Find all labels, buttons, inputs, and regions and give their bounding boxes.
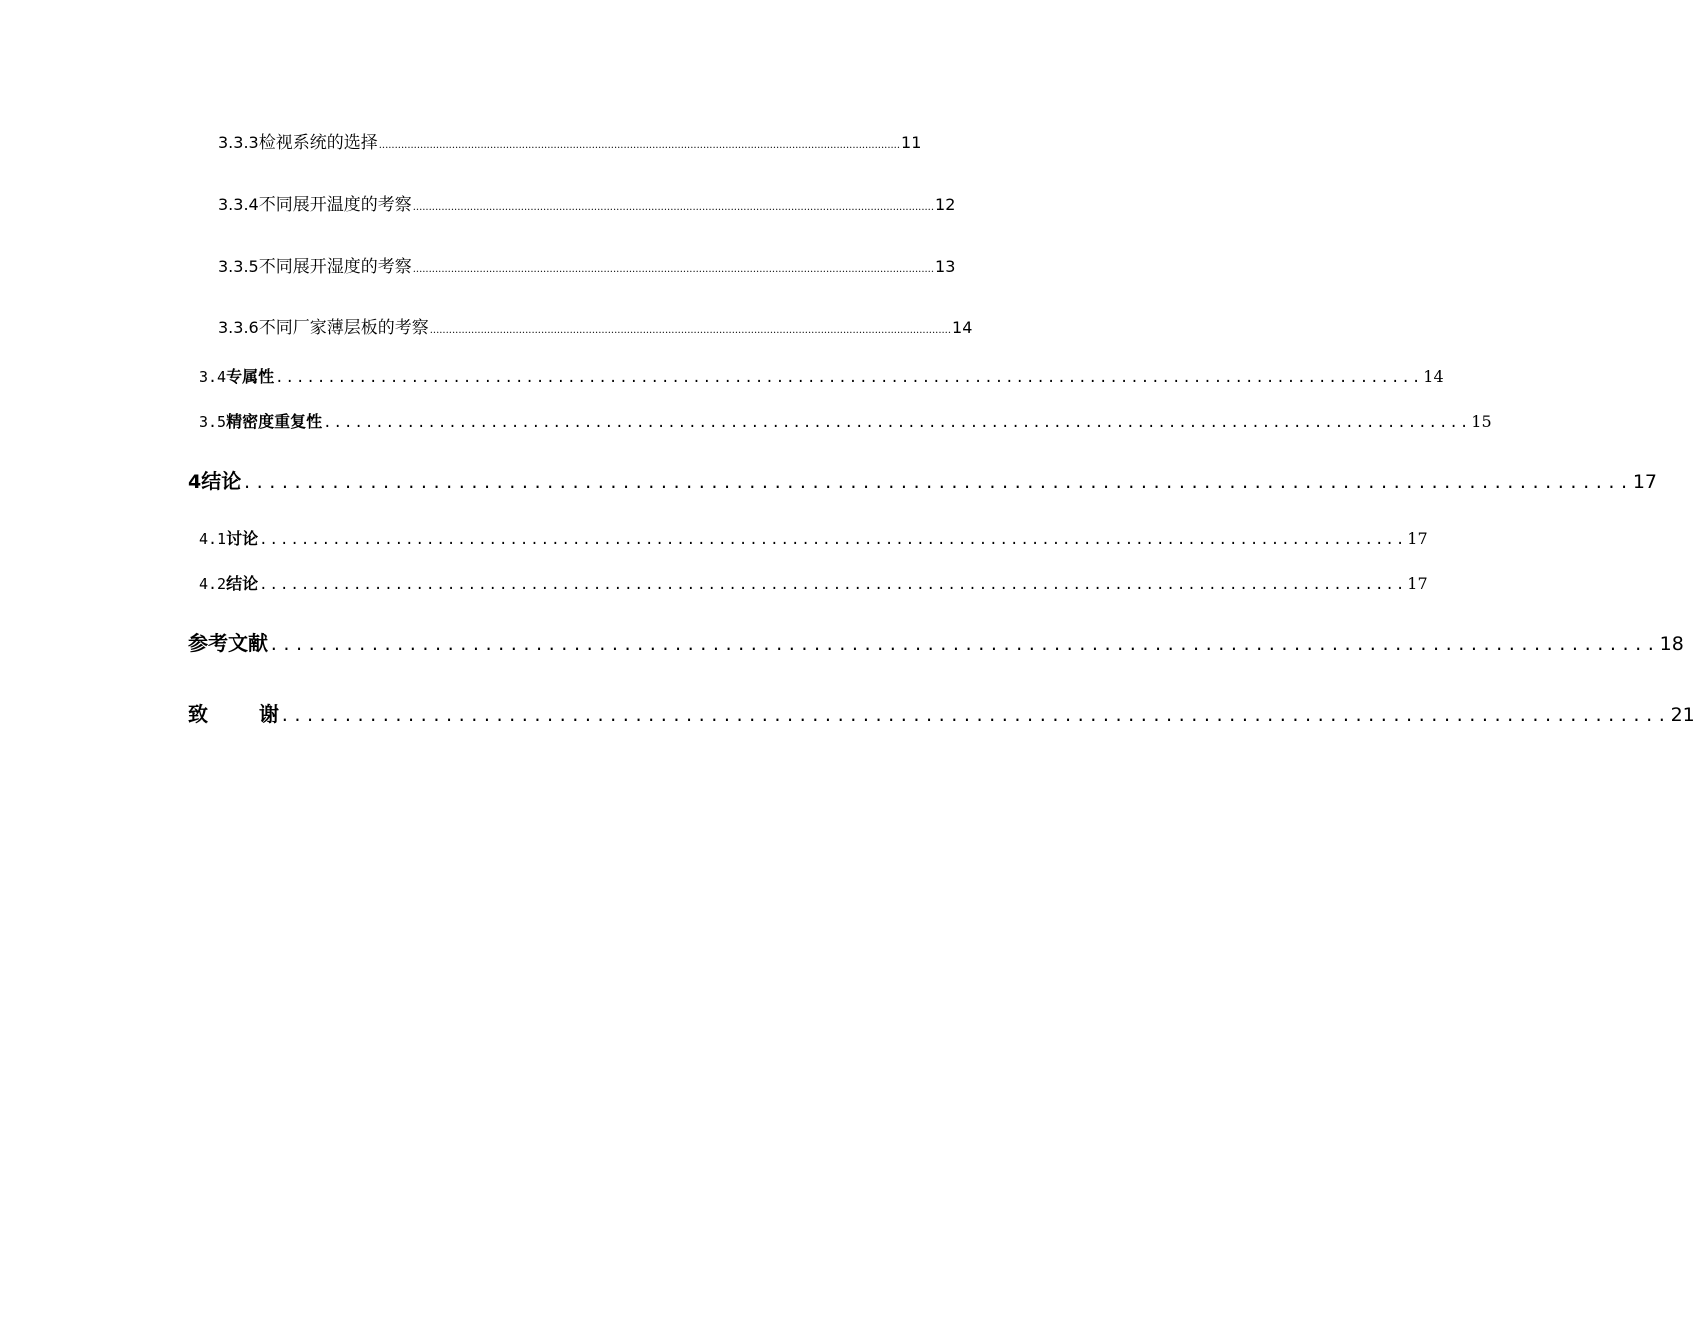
toc-entry-title: 参考文献: [188, 631, 268, 655]
toc-entry-number: 4.2: [199, 575, 227, 593]
toc-entry-3-3-4[interactable]: [218, 190, 956, 215]
toc-entry-page: 14: [952, 318, 973, 337]
toc-dot-leader: ..............................................................................................................: [279, 706, 1670, 725]
toc-dot-leader: ..............................................................................................................: [242, 473, 1632, 492]
toc-entry-page: 18: [1659, 633, 1684, 655]
toc-entry-number: 3.5: [199, 413, 227, 431]
toc-dot-leader: ....................................................................................................................................................................: [378, 140, 901, 151]
toc-entry-references[interactable]: [188, 627, 1684, 656]
toc-entry-title: 不同展开温度的考察: [258, 195, 412, 215]
toc-dot-leader: ....................................................................................................................................................................: [412, 264, 935, 275]
toc-entry-page: 17: [1632, 471, 1658, 493]
toc-entry-3-3-3[interactable]: [218, 128, 922, 153]
toc-dot-leader: ....................................................................................................................................................................: [412, 202, 935, 213]
toc-entry-page: 21: [1670, 704, 1695, 726]
toc-entry-4[interactable]: [188, 465, 1658, 494]
toc-entry-title: 专属性: [226, 367, 275, 386]
toc-entry-title: 检视系统的选择: [258, 133, 378, 153]
toc-dot-leader: ..............................................................................................................: [259, 532, 1407, 548]
toc-entry-acknowledgements[interactable]: [188, 698, 1695, 727]
toc-entry-number: 3.4: [199, 368, 227, 386]
toc-dot-leader: ....................................................................................................................................................................: [429, 325, 952, 336]
toc-entry-title: 不同展开湿度的考察: [258, 257, 412, 277]
toc-entry-number: 3.3.6: [218, 318, 259, 337]
toc-entry-number: 3.3.3: [218, 133, 259, 152]
toc-entry-title: 讨论: [226, 529, 259, 548]
toc-entry-page: 11: [901, 133, 922, 152]
toc-entry-number: 3.3.5: [218, 257, 259, 276]
toc-dot-leader: ..............................................................................................................: [323, 415, 1471, 431]
toc-entry-number: 3.3.4: [218, 195, 259, 214]
toc-entry-number: 4: [188, 471, 202, 493]
toc-entry-title: 致 谢: [188, 702, 279, 726]
toc-entry-page: 17: [1407, 529, 1428, 548]
toc-dot-leader: ..............................................................................................................: [269, 635, 1659, 654]
toc-entry-title: 不同厂家薄层板的考察: [258, 318, 429, 338]
toc-dot-leader: ..............................................................................................................: [275, 370, 1423, 386]
toc-entry-3-3-6[interactable]: [218, 313, 973, 338]
toc-entry-title: 结论: [201, 469, 242, 493]
toc-entry-number: 4.1: [199, 530, 227, 548]
toc-entry-3-5[interactable]: [199, 409, 1492, 432]
toc-entry-page: 17: [1407, 574, 1428, 593]
toc-entry-4-1[interactable]: [199, 526, 1428, 549]
toc-entry-3-4[interactable]: [199, 364, 1444, 387]
toc-entry-4-2[interactable]: [199, 571, 1428, 594]
toc-entry-title: 精密度重复性: [226, 412, 323, 431]
toc-entry-title: 结论: [226, 574, 259, 593]
toc-entry-3-3-5[interactable]: [218, 252, 956, 277]
toc-entry-page: 12: [935, 195, 956, 214]
toc-dot-leader: ..............................................................................................................: [259, 577, 1407, 593]
toc-entry-page: 14: [1423, 367, 1444, 386]
toc-entry-page: 15: [1471, 412, 1492, 431]
toc-entry-page: 13: [935, 257, 956, 276]
